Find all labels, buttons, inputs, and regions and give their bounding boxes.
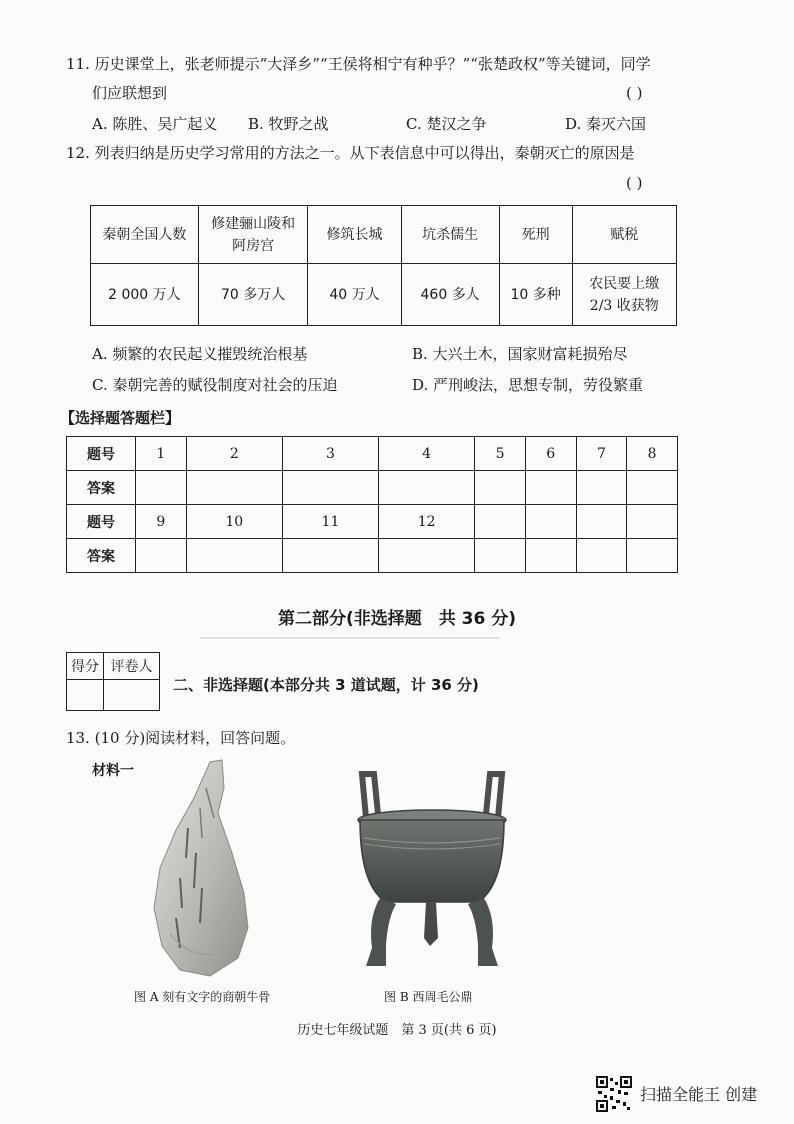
- q11-option-b: B. 牧野之战: [248, 115, 329, 133]
- q11-option-c: C. 楚汉之争: [406, 115, 487, 133]
- q11-option-a: A. 陈胜、吴广起义: [92, 115, 218, 133]
- part2-title: 第二部分(非选择题 共 36 分): [277, 609, 517, 629]
- q12-value-cell: 10 多种: [499, 264, 572, 326]
- q11-stem-line1: 11. 历史课堂上，张老师提示“大泽乡”“王侯将相宁有种乎？”“张楚政权”等关键词，同学: [66, 55, 651, 73]
- question-number-cell: 5: [475, 437, 526, 471]
- answer-cell[interactable]: [379, 539, 475, 573]
- q12-header-cell: 死刑: [499, 206, 572, 264]
- caption-figure-a: 图 A 刻有文字的商朝牛骨: [134, 990, 271, 1004]
- question-number-cell: [475, 505, 526, 539]
- scanner-watermark: 扫描全能王 创建: [640, 1085, 758, 1104]
- q12-value-cell: 农民要上缴2/3 收获物: [572, 264, 676, 326]
- qr-code-icon: [596, 1076, 632, 1112]
- question-number-cell: 10: [186, 505, 282, 539]
- score-box-header-row: [67, 653, 160, 680]
- q12-table-header-row: [91, 206, 677, 264]
- q12-value-cell: 460 多人: [401, 264, 499, 326]
- answer-cell[interactable]: [627, 539, 678, 573]
- answer-cell[interactable]: [282, 539, 378, 573]
- answer-cell[interactable]: [186, 471, 282, 505]
- answer-section-title: 【选择题答题栏】: [60, 409, 181, 427]
- q13-stem: 13. (10 分)阅读材料，回答问题。: [66, 729, 296, 747]
- q11-answer-paren: ( ): [626, 84, 643, 102]
- q12-header-cell: 坑杀儒生: [401, 206, 499, 264]
- grader-input-cell[interactable]: [104, 680, 160, 711]
- q12-answer-paren: ( ): [626, 174, 643, 192]
- q12-info-table: [90, 205, 677, 326]
- caption-figure-b: 图 B 西周毛公鼎: [384, 990, 473, 1004]
- answer-label: 答案: [67, 539, 136, 573]
- answer-grid-row: [67, 471, 678, 505]
- answer-cell[interactable]: [627, 471, 678, 505]
- question-number-cell: 7: [576, 437, 627, 471]
- q12-header-cell: 赋税: [572, 206, 676, 264]
- q12-header-cell: 秦朝全国人数: [91, 206, 199, 264]
- answer-label: 答案: [67, 471, 136, 505]
- answer-grid-row: [67, 437, 678, 471]
- answer-cell[interactable]: [282, 471, 378, 505]
- q12-option-a: A. 频繁的农民起义摧毁统治根基: [92, 345, 308, 363]
- q12-option-c: C. 秦朝完善的赋役制度对社会的压迫: [92, 376, 338, 394]
- question-number-cell: [525, 505, 576, 539]
- mao-gong-ding-image: [352, 768, 512, 976]
- page-footer: 历史七年级试题 第 3 页(共 6 页): [297, 1023, 497, 1038]
- answer-cell[interactable]: [136, 539, 187, 573]
- answer-cell[interactable]: [475, 471, 526, 505]
- q12-value-cell: 2 000 万人: [91, 264, 199, 326]
- q11-stem-line2: 们应联想到: [92, 84, 168, 102]
- question-number-cell: 4: [379, 437, 475, 471]
- oracle-bone-image: [140, 758, 260, 983]
- question-number-label: 题号: [67, 505, 136, 539]
- answer-cell[interactable]: [576, 539, 627, 573]
- q12-stem-line1: 12. 列表归纳是历史学习常用的方法之一。从下表信息中可以得出，秦朝灭亡的原因是: [66, 144, 635, 162]
- question-number-cell: 3: [282, 437, 378, 471]
- q12-option-d: D. 严刑峻法，思想专制，劳役繁重: [412, 376, 644, 394]
- q12-table-value-row: [91, 264, 677, 326]
- question-number-cell: 11: [282, 505, 378, 539]
- question-number-cell: [576, 505, 627, 539]
- q12-value-cell: 70 多万人: [198, 264, 308, 326]
- answer-cell[interactable]: [186, 539, 282, 573]
- question-number-cell: 2: [186, 437, 282, 471]
- question-number-cell: [627, 505, 678, 539]
- answer-grid-row: [67, 505, 678, 539]
- answer-cell[interactable]: [379, 471, 475, 505]
- scan-artifact-line: [200, 637, 500, 639]
- material-one-label: 材料一: [92, 763, 134, 779]
- answer-grid: [66, 436, 678, 573]
- question-number-cell: 12: [379, 505, 475, 539]
- q12-header-cell: 修筑长城: [308, 206, 401, 264]
- answer-cell[interactable]: [525, 471, 576, 505]
- score-input-cell[interactable]: [67, 680, 104, 711]
- question-number-cell: 1: [136, 437, 187, 471]
- q12-header-cell: 修建骊山陵和阿房宫: [198, 206, 308, 264]
- question-number-cell: 6: [525, 437, 576, 471]
- question-number-cell: 9: [136, 505, 187, 539]
- score-label: 得分: [67, 653, 104, 680]
- q12-option-b: B. 大兴土木，国家财富耗损殆尽: [412, 345, 628, 363]
- q12-value-cell: 40 万人: [308, 264, 401, 326]
- score-box: [66, 652, 160, 711]
- question-number-cell: 8: [627, 437, 678, 471]
- answer-cell[interactable]: [136, 471, 187, 505]
- answer-cell[interactable]: [475, 539, 526, 573]
- section-two-title: 二、非选择题(本部分共 3 道试题，计 36 分): [173, 676, 479, 694]
- question-number-label: 题号: [67, 437, 136, 471]
- q11-option-d: D. 秦灭六国: [565, 115, 647, 133]
- score-box-input-row: [67, 680, 160, 711]
- answer-cell[interactable]: [576, 471, 627, 505]
- answer-grid-row: [67, 539, 678, 573]
- answer-cell[interactable]: [525, 539, 576, 573]
- grader-label: 评卷人: [104, 653, 160, 680]
